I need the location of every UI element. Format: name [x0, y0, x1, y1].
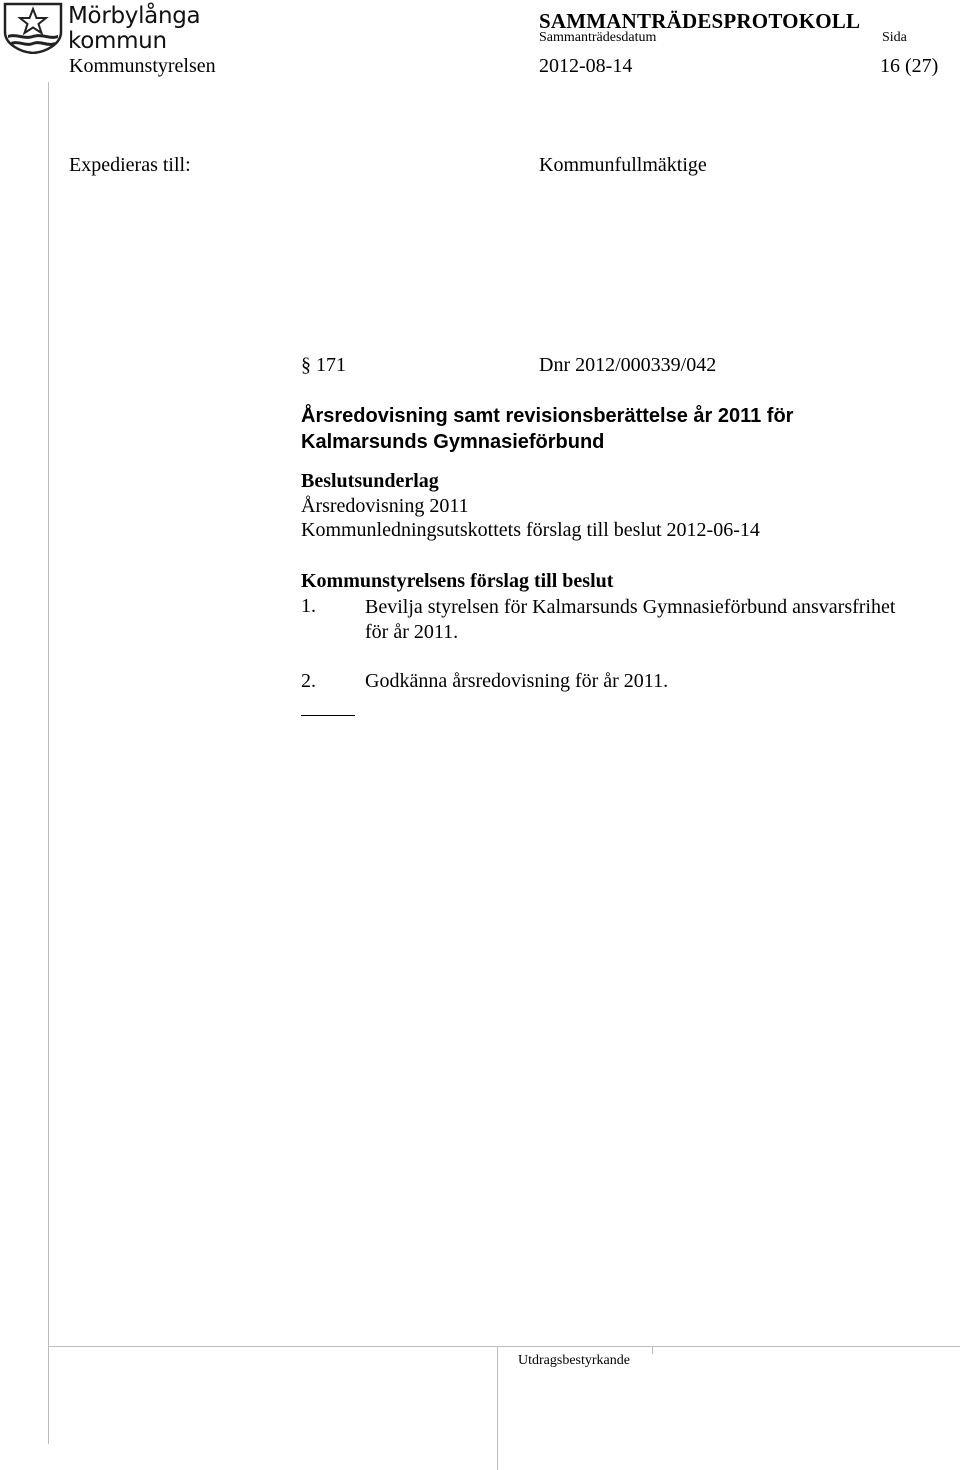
dispatch-recipient: Kommunfullmäktige	[539, 154, 707, 176]
logo-text-line1: Mörbylånga	[68, 3, 201, 29]
proposal-number: 1.	[301, 595, 316, 617]
footer-divider-left	[497, 1346, 498, 1470]
meeting-date-label: Sammanträdesdatum	[539, 30, 657, 45]
left-margin-rule	[48, 82, 49, 1444]
proposal-number: 2.	[301, 670, 316, 692]
page-number: 16 (27)	[880, 55, 939, 77]
certification-label: Utdragsbestyrkande	[518, 1353, 630, 1368]
logo-text-line2: kommun	[68, 28, 167, 54]
footer-rule	[48, 1346, 960, 1347]
page-label: Sida	[882, 30, 907, 45]
coat-of-arms-icon	[2, 2, 64, 54]
item-title-line1: Årsredovisning samt revisionsberättelse år 2011 för	[301, 405, 794, 427]
end-of-item-rule	[301, 715, 355, 716]
dispatch-label: Expedieras till:	[69, 154, 191, 176]
basis-heading: Beslutsunderlag	[301, 470, 439, 492]
item-title	[301, 403, 793, 455]
proposal-text	[365, 595, 895, 645]
basis-item: Kommunledningsutskottets förslag till beslut 2012-06-14	[301, 519, 760, 541]
logo-wordmark	[68, 4, 200, 54]
municipality-logo	[2, 2, 202, 54]
proposal-text-line: Bevilja styrelsen för Kalmarsunds Gymnasieförbund ansvarsfrihet	[365, 596, 896, 618]
proposal-text-line: för år 2011.	[365, 621, 459, 643]
basis-item: Årsredovisning 2011	[301, 495, 469, 517]
meeting-date: 2012-08-14	[539, 55, 633, 77]
diary-number: Dnr 2012/000339/042	[539, 354, 717, 376]
footer-divider-right	[652, 1346, 653, 1354]
proposal-heading: Kommunstyrelsens förslag till beslut	[301, 570, 614, 592]
organization-name: Kommunstyrelsen	[69, 55, 216, 77]
proposal-text: Godkänna årsredovisning för år 2011.	[365, 670, 669, 692]
document-type: SAMMANTRÄDESPROTOKOLL	[539, 9, 861, 33]
paragraph-number: § 171	[301, 354, 346, 376]
item-title-line2: Kalmarsunds Gymnasieförbund	[301, 431, 605, 453]
